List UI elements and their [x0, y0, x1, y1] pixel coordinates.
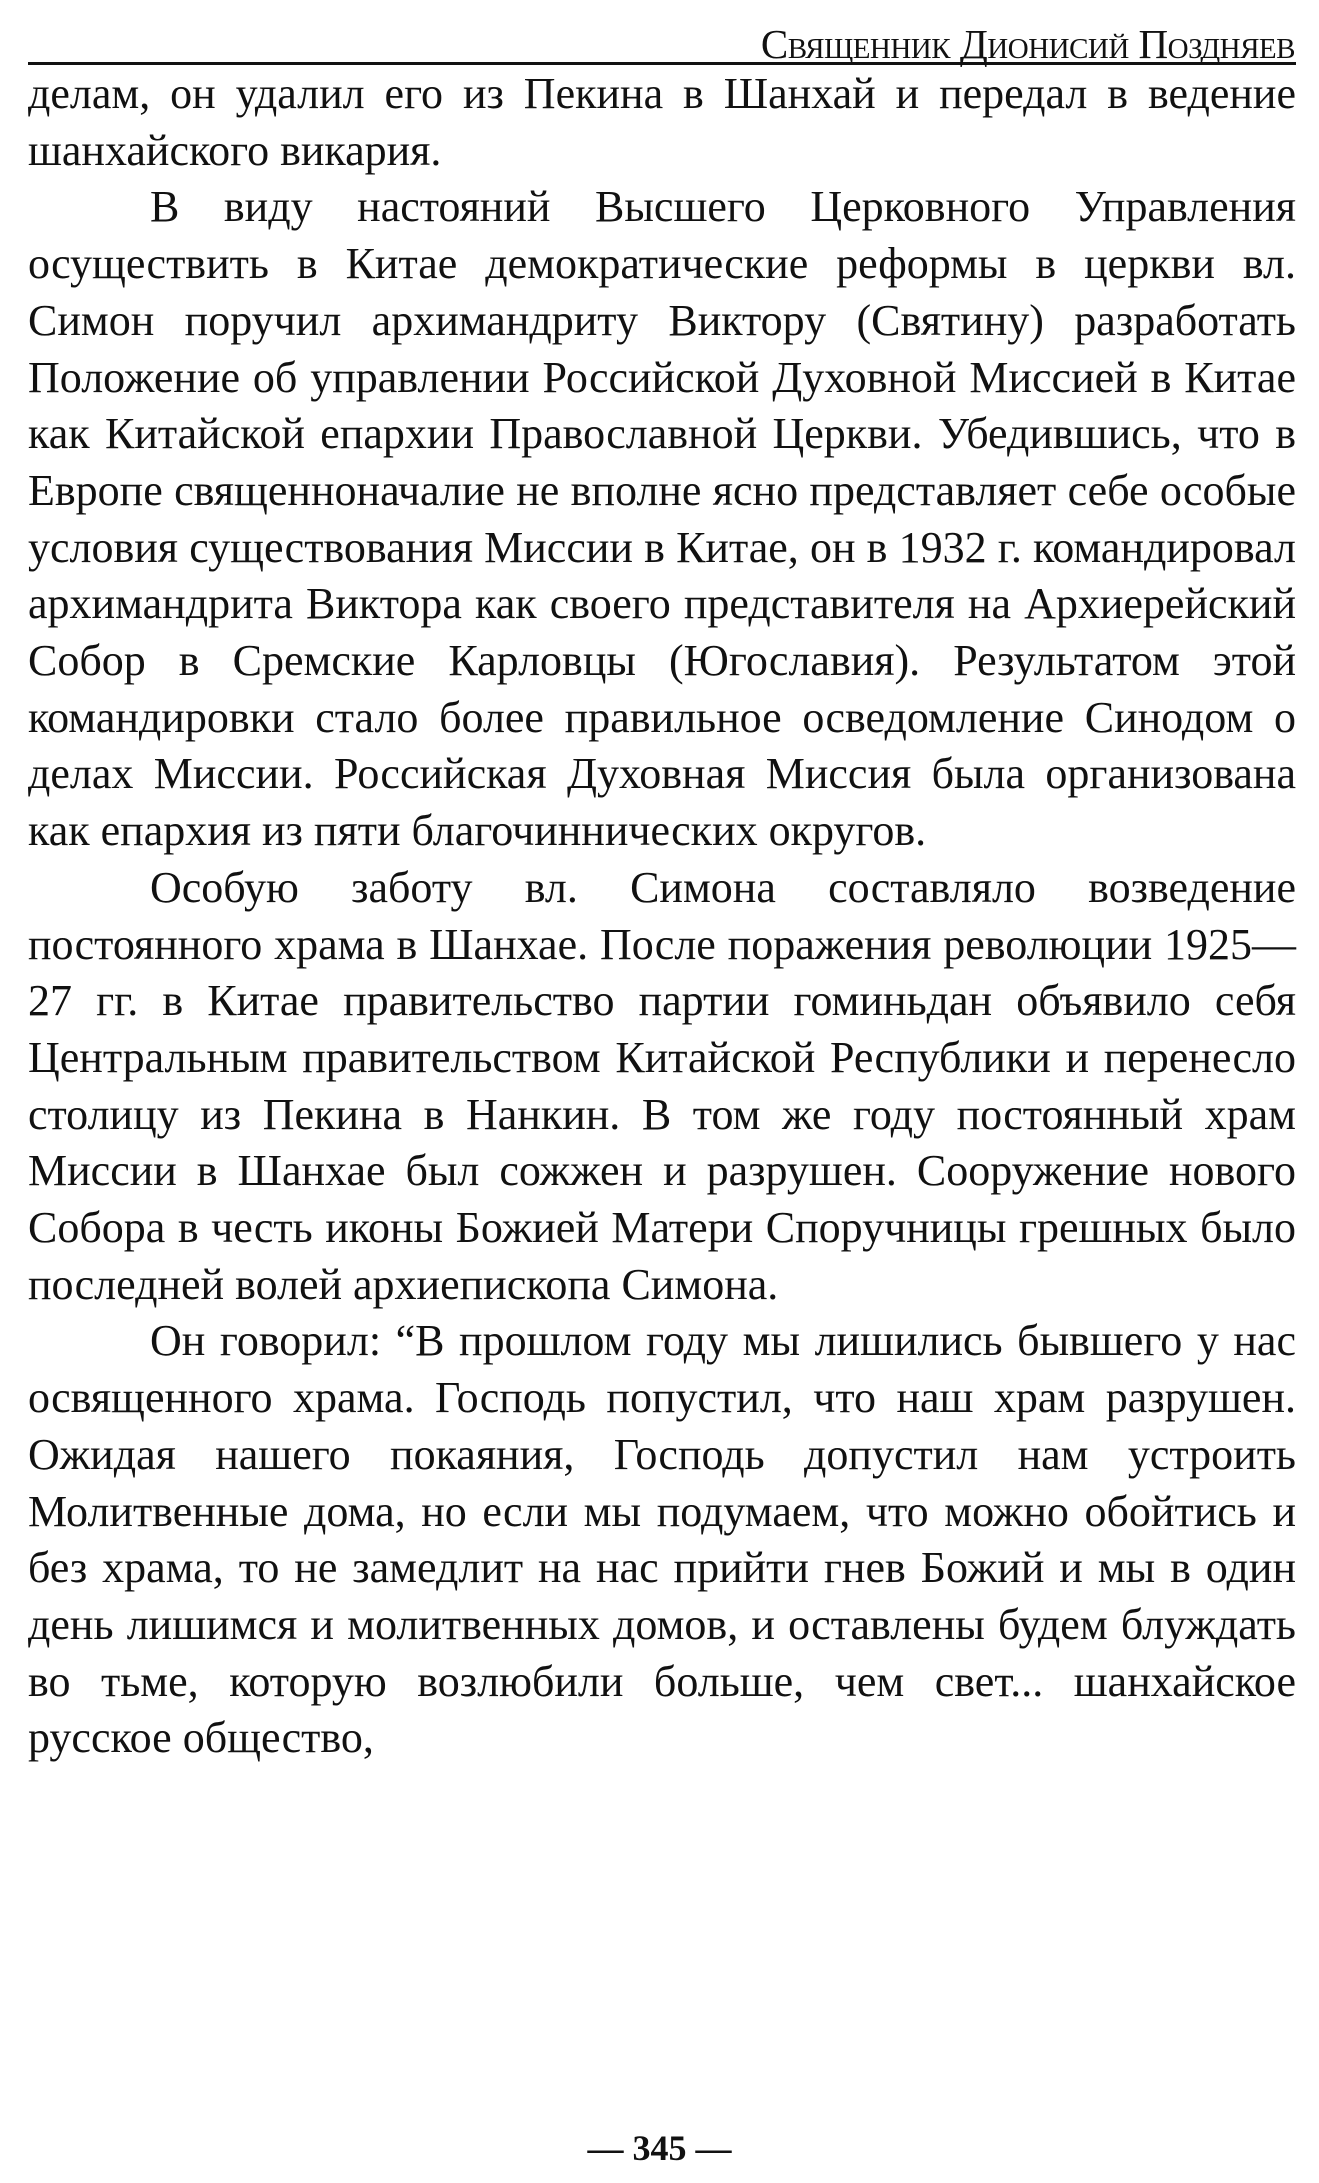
paragraph: В виду настояний Высшего Церковного Управления осуществить в Китае демократические реформы в церкви вл. Симон поручил архимандриту Виктору (Святину) разработать Положение об управлении Российской Духовной Миссией в Китае как Китайской епархии Православной Церкви. Убедившись, что в Европе священноначалие не вполне ясно представляет себе особые условия существования Миссии в Китае, он в 1932 г. командировал архимандрита Виктора как своего представителя на Архиерейский Собор в Сремские Карловцы (Югославия). Результатом этой командировки стало более правильное осведомление Синодом о делах Миссии. Российская Духовная Миссия была организована как епархия из пяти благочиннических округов. [28, 182, 1296, 856]
paragraph-continued: делам, он удалил его из Пекина в Шанхай и передал в ведение шанхайского викария. [28, 69, 1296, 175]
header-rule [28, 62, 1296, 65]
running-head: Священник Дионисий Поздняев [760, 21, 1295, 67]
paragraph: Он говорил: “В прошлом году мы лишились бывшего у нас освященного храма. Господь попустил, что наш храм разрушен. Ожидая нашего покаяния, Господь допустил нам устроить Молитвенные дома, но если мы подумаем, что можно обойтись и без храма, то не замедлит на нас прийти гнев Божий и мы в один день лишимся и молитвенных домов, и оставлены будем блуждать во тьме, которую возлюбили больше, чем свет... шанхайское русское общество, [28, 1316, 1296, 1763]
page-number: — 345 — [587, 2128, 732, 2168]
body-text [28, 66, 1296, 1767]
paragraph: Особую заботу вл. Симона составляло возведение постоянного храма в Шанхае. После поражения революции 1925—27 гг. в Китае правительство партии гоминьдан объявило себя Центральным правительством Китайской Республики и перенесло столицу из Пекина в Нанкин. В том же году постоянный храм Миссии в Шанхае был сожжен и разрушен. Сооружение нового Собора в честь иконы Божией Матери Споручницы грешных было последней волей архиепископа Симона. [28, 862, 1296, 1309]
